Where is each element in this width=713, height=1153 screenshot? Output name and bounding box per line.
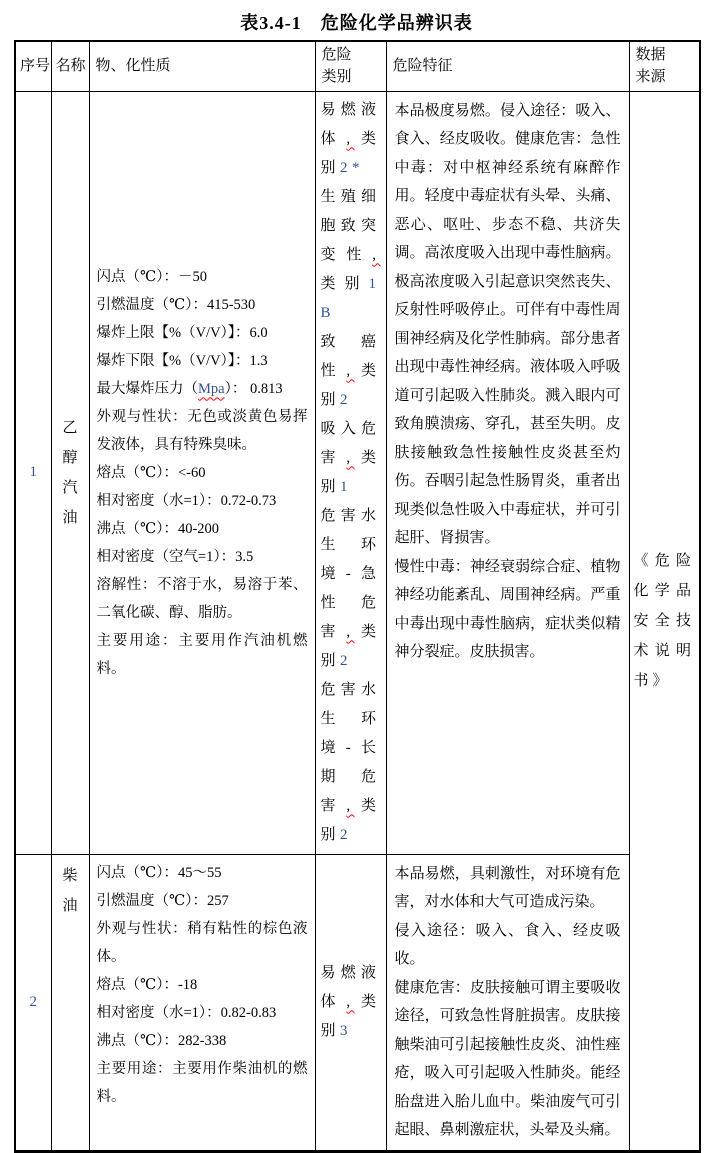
spellcheck-squiggle-comma: , (346, 130, 355, 147)
text-line: 熔点（℃）：-18 (96, 976, 198, 993)
spellcheck-squiggle-comma: , (346, 449, 355, 466)
text-line: 主要用途：主要用作汽油机燃料。 (96, 632, 308, 677)
text-line: 本品极度易燃。侵入途径：吸入、食入、经皮吸收。健康危害：急性中毒：对中枢神经系统有麻醉作用。轻度中毒症状有头晕、头痛、恶心、呕吐、步态不稳、共济失调。高浓度吸入出现中毒性脑病。极高浓度吸入引起意识突然丧失、反射性呼吸停止。可伴有中毒性周围神经病及化学性肺病。部分患者出现中毒性神经病。液体吸入呼吸道可引起吸入性肺炎。溅入眼内可致角膜溃疡、穿孔，甚至失明。皮肤接触致急性接触性皮炎甚至灼伤。吞咽引起急性肠胃炎，重者出现类似急性吸入中毒症状，并可引起肝、肾损害。 (394, 102, 621, 546)
hazard-features-cell (386, 854, 629, 1151)
hazard-class-list (321, 96, 381, 850)
text-line: 外观与性状：稍有粘性的棕色液体。 (96, 920, 308, 965)
header-data-source: 数据 来源 (629, 41, 700, 91)
latin-blue-text: 3 (340, 1022, 353, 1039)
text-line: 溶解性：不溶于水，易溶于苯、二氧化碳、醇、脂肪。 (96, 576, 308, 621)
hazard-features-paragraphs (395, 860, 621, 1145)
text-line: 主要用途：主要用作柴油机的燃料。 (96, 1060, 308, 1105)
text-line: 本品易燃，具刺激性，对环境有危害，对水体和大气可造成污染。 (394, 865, 621, 910)
hazard-features-cell (386, 91, 629, 854)
data-source-text: 《危险化学品安全技术说明书》 (633, 552, 695, 689)
spellcheck-squiggle-comma: , (346, 797, 355, 814)
properties-list (97, 263, 308, 683)
spellcheck-squiggle-comma: , (346, 623, 355, 640)
text-line: 爆炸下限【%（V/V）】：1.3 (96, 352, 268, 369)
text-line: 爆炸上限【%（V/V）】：6.0 (96, 324, 268, 341)
text-line: 危害水生环境-长期危害,类别2 (320, 681, 381, 843)
text-line: 健康危害：皮肤接触可谓主要吸收途径，可致急性肾脏损害。皮肤接触柴油可引起接触性皮炎、油性痤疮，吸入可引起吸入性肺炎。能经胎盘进入胎儿血中。柴油废气可引起眼、鼻刺激症状，头晕及头痛。 (394, 979, 621, 1138)
hazard-class-cell (315, 91, 386, 854)
text-line: 危害水生环境-急性危害,类别2 (320, 507, 381, 669)
text-line: 闪点（℃）：45～55 (96, 864, 222, 881)
properties-cell (89, 91, 315, 854)
text-line: 致癌性,类别2 (320, 333, 381, 408)
properties-cell (89, 854, 315, 1151)
latin-blue-text: 2 (340, 826, 353, 843)
hazard-class-list (321, 959, 381, 1046)
misspelled-term-highlight: Mpa (198, 380, 225, 397)
text-line: 熔点（℃）：<-60 (96, 464, 206, 481)
text-line: 生殖细胞致突变性,类别1B (320, 188, 381, 321)
spellcheck-squiggle-comma: , (346, 993, 355, 1010)
text-line: 沸点（℃）：40-200 (96, 520, 220, 537)
text-line: 吸入危害,类别1 (320, 420, 381, 495)
text-line: 相对密度（空气=1）：3.5 (96, 548, 254, 565)
table-row-ethanol-gasoline (15, 91, 700, 854)
header-hazard-features: 危险特征 (386, 41, 629, 91)
header-name: 名称 (51, 41, 89, 91)
text-line: 引燃温度（℃）：257 (96, 892, 229, 909)
table-row-diesel (15, 854, 700, 1151)
text-line: 相对密度（水=1）：0.72-0.73 (96, 492, 277, 509)
text-line: 侵入途径：吸入、食入、经皮吸收。 (394, 922, 621, 967)
properties-list (97, 859, 308, 1111)
header-row (15, 41, 700, 91)
text-line: 沸点（℃）：282-338 (96, 1032, 227, 1049)
hazard-features-paragraphs (395, 97, 621, 667)
header-seq: 序号 (15, 41, 51, 91)
hazard-class-cell (315, 854, 386, 1151)
chemical-name: 乙醇汽油 (62, 419, 78, 526)
latin-blue-text: 2 (340, 391, 353, 408)
text-line: 引燃温度（℃）：415-530 (96, 296, 256, 313)
text-line: 最大爆炸压力（Mpa）： 0.813 (96, 380, 283, 397)
chemical-name-cell (51, 854, 89, 1151)
header-properties: 物、化性质 (89, 41, 315, 91)
row-seq-number: 1 (15, 91, 51, 854)
header-hazard-class: 危险 类别 (315, 41, 386, 91)
row-seq-number: 2 (15, 854, 51, 1151)
chemical-name: 柴油 (62, 867, 78, 914)
chemical-name-cell (51, 91, 89, 854)
text-line: 慢性中毒：神经衰弱综合症、植物神经功能紊乱、周围神经病。严重中毒出现中毒性脑病，症状类似精神分裂症。皮肤损害。 (394, 558, 621, 660)
hazard-chemical-table (14, 40, 701, 1153)
latin-blue-text: 1B (320, 275, 381, 321)
spellcheck-squiggle-comma: , (346, 362, 355, 379)
data-source-cell (629, 91, 700, 1151)
text-line: 闪点（℃）：－50 (96, 268, 207, 285)
latin-blue-text: 2 (340, 652, 353, 669)
latin-blue-text: 2* (340, 159, 365, 176)
latin-blue-text: 1 (340, 478, 353, 495)
text-line: 外观与性状：无色或淡黄色易挥发液体，具有特殊臭味。 (96, 408, 308, 453)
text-line: 相对密度（水=1）：0.82-0.83 (96, 1004, 277, 1021)
table-title: 表3.4-1 危险化学品辨识表 (240, 13, 473, 33)
text-line: 易燃液体,类别2* (320, 101, 381, 176)
spellcheck-squiggle-comma: , (372, 246, 381, 263)
text-line: 易燃液体,类别3 (320, 964, 381, 1039)
